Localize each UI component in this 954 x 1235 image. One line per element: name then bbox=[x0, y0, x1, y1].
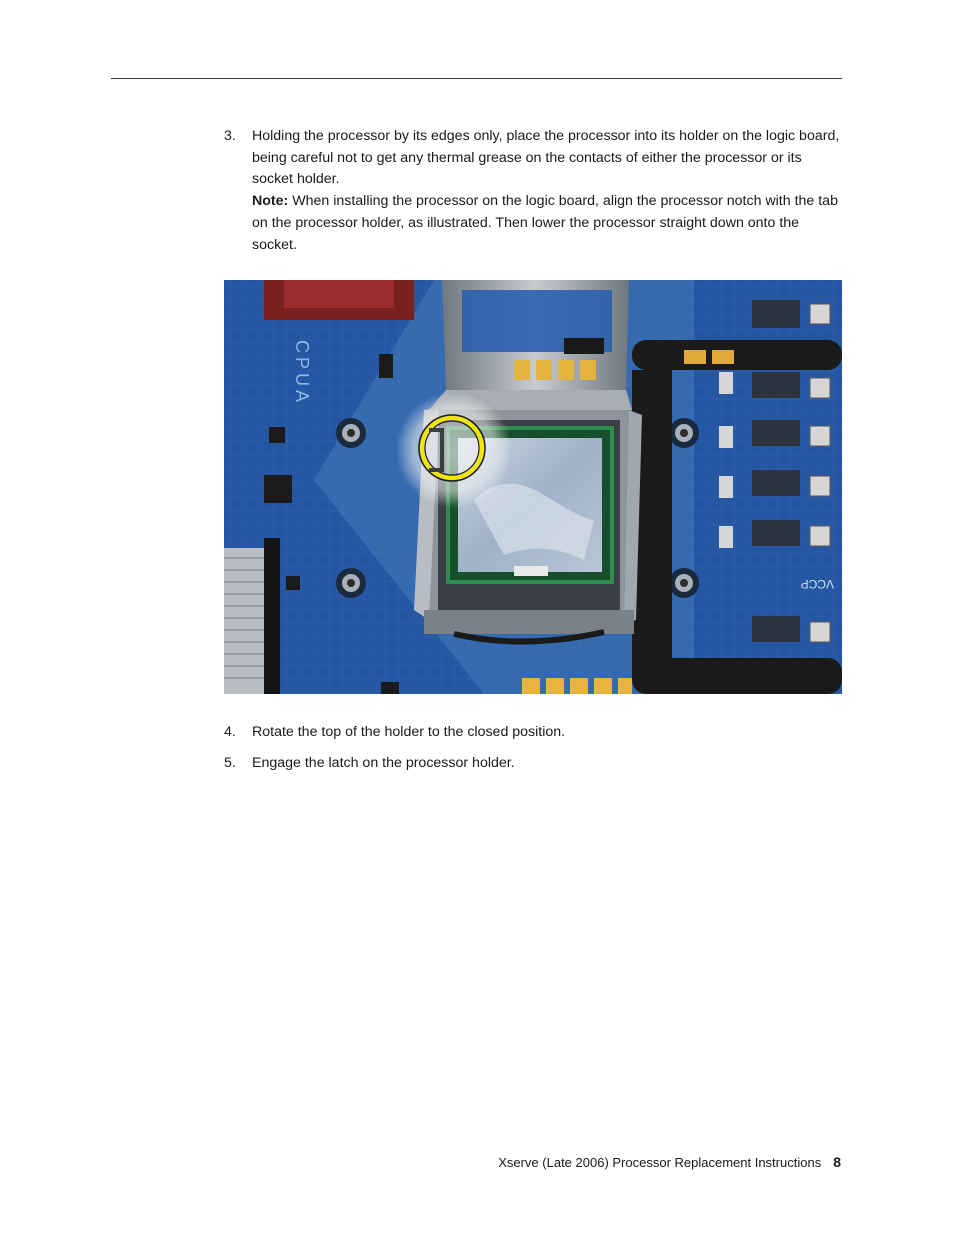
note-text: When installing the processor on the logic board, align the processor notch with the tab on the processor holder, as illustrated. Then lower the processor straight down onto the socket. bbox=[252, 193, 838, 253]
processor-socket-photo bbox=[224, 280, 842, 694]
step-4 bbox=[224, 722, 844, 744]
step-text: Holding the processor by its edges only, place the processor into its holder on the logic board, being careful not to get any thermal grease on the contacts of either the processor or its socket holder. bbox=[252, 128, 840, 188]
step-number: 5. bbox=[224, 755, 236, 771]
board-marking-vccp: VCCP bbox=[800, 577, 834, 591]
step-text: Engage the latch on the processor holder. bbox=[252, 755, 515, 771]
step-number: 4. bbox=[224, 724, 236, 740]
board-marking-cpua: CPUA bbox=[292, 340, 312, 407]
step-5 bbox=[224, 753, 844, 775]
step-number: 3. bbox=[224, 128, 236, 144]
step-body bbox=[252, 126, 844, 256]
page-number: 8 bbox=[833, 1154, 841, 1170]
step-text: Rotate the top of the holder to the closed position. bbox=[252, 724, 566, 740]
note-label: Note: bbox=[252, 193, 289, 210]
highlight-spot bbox=[396, 392, 512, 508]
page-footer bbox=[498, 1152, 841, 1173]
open-socket-lid bbox=[429, 280, 632, 410]
step-3 bbox=[224, 126, 844, 256]
heatsink-fins bbox=[224, 538, 280, 694]
top-rule bbox=[111, 78, 842, 79]
footer-doc-title: Xserve (Late 2006) Processor Replacement Instructions bbox=[498, 1155, 822, 1170]
